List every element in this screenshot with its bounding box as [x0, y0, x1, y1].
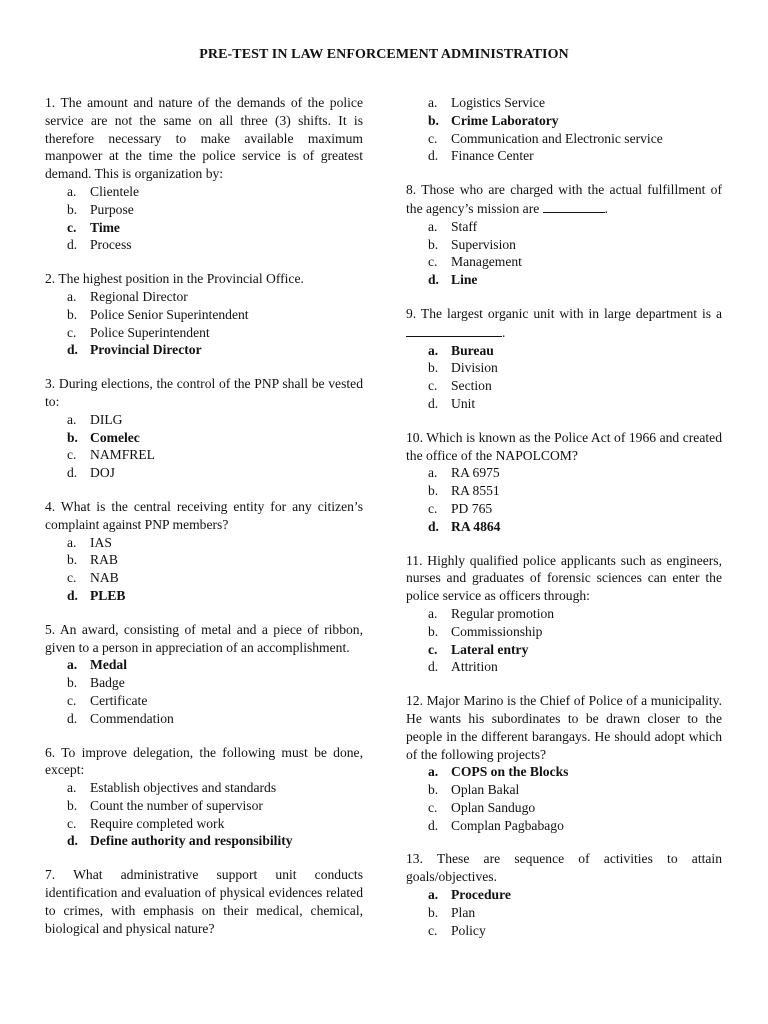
option-d: d. Complan Pagbabago [428, 817, 564, 833]
option-b: b. Supervision [428, 236, 516, 252]
option-list [45, 411, 363, 482]
question-6 [45, 744, 363, 851]
option-a: a. Logistics Service [428, 95, 546, 110]
option-list [406, 886, 722, 939]
question-9 [406, 305, 722, 413]
option-d: d. Attrition [428, 659, 498, 675]
question-text: 13. These are sequence of activities to attain goals/objectives. [406, 851, 722, 885]
option-b: b. Count the number of supervisor [67, 797, 263, 813]
option-b-answer: b. Comelec [67, 429, 140, 445]
option-d-answer: d. Line [428, 272, 478, 288]
option-c-answer: c. Lateral entry [428, 641, 529, 657]
option-d: d. Unit [428, 395, 476, 411]
option-b: b. RAB [67, 552, 118, 568]
option-d: d. Commendation [67, 710, 174, 726]
option-b: b. Oplan Bakal [428, 782, 520, 798]
option-list [406, 94, 722, 165]
option-b: b. Commissionship [428, 623, 543, 639]
option-c: c. Require completed work [67, 815, 225, 831]
question-text: 12. Major Marino is the Chief of Police of a municipality. He wants his subordinates to be drawn closer to the people in the different barangays. He should adopt which of the following projects? [406, 693, 722, 762]
option-c: c. NAB [67, 570, 119, 586]
option-c-answer: c. Time [67, 219, 120, 235]
option-a-answer: a. Bureau [428, 342, 494, 358]
option-b: b. Police Senior Superintendent [67, 306, 249, 322]
option-c: c. PD 765 [428, 500, 493, 516]
question-3 [45, 375, 363, 482]
option-c: c. Communication and Electronic service [428, 130, 663, 146]
option-list [45, 779, 363, 850]
question-text: 6. To improve delegation, the following must be done, except: [45, 744, 363, 778]
option-c: c. Management [428, 254, 522, 270]
option-b: b. Division [428, 360, 498, 376]
option-c: c. Policy [428, 922, 486, 938]
option-d-answer: d. RA 4864 [428, 518, 501, 534]
option-a: a. Regional Director [67, 288, 188, 304]
option-list [45, 183, 363, 254]
question-5 [45, 621, 363, 728]
option-list [45, 534, 363, 605]
option-d-answer: d. PLEB [67, 587, 126, 603]
option-a: a. IAS [67, 534, 112, 550]
question-13 [406, 850, 722, 939]
question-text: 2. The highest position in the Provincial Office. [45, 271, 304, 287]
option-d-answer: d. Provincial Director [67, 342, 202, 358]
question-text: 3. During elections, the control of the PNP shall be vested to: [45, 376, 363, 409]
option-c: c. Certificate [67, 692, 148, 708]
question-text: 11. Highly qualified police applicants such as engineers, nurses and graduates of forensic sciences can enter the police service as officers through: [406, 552, 722, 604]
question-4 [45, 498, 363, 605]
option-list [406, 464, 722, 535]
option-a: a. Clientele [67, 183, 140, 199]
option-d: d. DOJ [67, 465, 115, 481]
question-12 [406, 692, 722, 834]
question-8 [406, 181, 722, 289]
option-c: c. NAMFREL [67, 447, 155, 463]
answer-blank [406, 323, 502, 337]
question-text: 9. The largest organic unit with in large department is a . [406, 305, 722, 340]
option-b: b. Badge [67, 675, 125, 691]
option-b-answer: b. Crime Laboratory [428, 112, 559, 128]
question-1 [45, 94, 363, 254]
option-list [406, 605, 722, 676]
option-b: b. Plan [428, 904, 476, 920]
right-column [406, 94, 722, 955]
question-text: 5. An award, consisting of metal and a piece of ribbon, given to a person in appreciation of an accomplishment. [45, 621, 363, 655]
question-text: 7. What administrative support unit conducts identification and evaluation of physical evidences related to crimes, with emphasis on their medical, chemical, biological and physical nature? [45, 867, 363, 936]
option-a: a. Regular promotion [428, 605, 555, 621]
option-a: a. Establish objectives and standards [67, 780, 277, 796]
option-list [406, 342, 722, 413]
option-a: a. Staff [428, 218, 478, 234]
option-d: d. Process [67, 237, 132, 253]
option-a: a. DILG [67, 411, 123, 427]
option-list [45, 656, 363, 727]
question-text: 4. What is the central receiving entity for any citizen’s complaint against PNP members? [45, 498, 363, 532]
option-list [406, 218, 722, 289]
question-7-options [406, 94, 722, 165]
option-b: b. RA 8551 [428, 483, 500, 499]
question-text: 1. The amount and nature of the demands of the police service are not the same on all three (3) shifts. It is therefore necessary to make available maximum manpower at the time the police service is of greatest demand. This is organization by: [45, 95, 363, 182]
option-list [406, 763, 722, 834]
option-d: d. Finance Center [428, 148, 534, 164]
option-b: b. Purpose [67, 201, 134, 217]
question-2 [45, 270, 363, 359]
question-text: 10. Which is known as the Police Act of 1966 and created the office of the NAPOLCOM? [406, 429, 722, 463]
option-a-answer: a. Procedure [428, 887, 511, 903]
question-10 [406, 429, 722, 536]
option-c: c. Oplan Sandugo [428, 799, 536, 815]
question-7 [45, 866, 363, 937]
option-c: c. Police Superintendent [67, 324, 210, 340]
option-a: a. RA 6975 [428, 465, 500, 481]
option-d-answer: d. Define authority and responsibility [67, 833, 293, 849]
option-list [45, 288, 363, 359]
page-title: PRE-TEST IN LAW ENFORCEMENT ADMINISTRATION [199, 47, 569, 62]
left-column [45, 94, 363, 953]
question-11 [406, 552, 722, 677]
option-c: c. Section [428, 378, 492, 394]
question-text: 8. Those who are charged with the actual fulfillment of the agency’s mission are . [406, 182, 722, 216]
option-a-answer: a. Medal [67, 657, 127, 673]
option-a-answer: a. COPS on the Blocks [428, 764, 569, 780]
answer-blank [543, 199, 605, 213]
